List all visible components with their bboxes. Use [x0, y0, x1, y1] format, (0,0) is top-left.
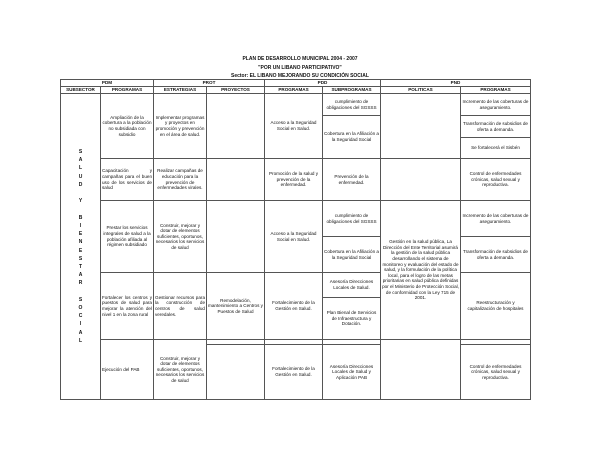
col-estrategias: ESTRATEGIAS: [154, 87, 207, 94]
document-titles: [0, 55, 600, 81]
subsector-letter: S: [78, 296, 83, 303]
subsector-letter: N: [78, 239, 83, 246]
group-prot: PROT: [154, 80, 265, 87]
subsector-letter: Y: [78, 198, 83, 205]
subsector-letter: [62, 205, 99, 213]
estrategia-cell: Implementar programas y proyectos en promoción y prevención en el área de salud.: [154, 94, 207, 159]
plan-sector: Sector: EL LIBANO MEJORANDO SU CONDICIÓN SOCIAL: [231, 73, 369, 79]
plan-motto: "POR UN LIBANO PARTICIPATIVO": [258, 64, 342, 71]
subsector-letter: I: [79, 321, 82, 328]
subprograma-cell: cumplimiento de obligaciones del SGSSS: [323, 201, 381, 237]
pdd-programa-cell: Acceso a la Seguridad Social en Salud.: [265, 201, 323, 273]
col-proyectos: PROYECTOS: [207, 87, 265, 94]
subsector-letter: I: [79, 222, 82, 229]
group-header-row: [61, 80, 531, 87]
pnd-programa-cell: Control de enfermedades crónicas, salud sexual y reproductiva.: [461, 159, 531, 201]
politica-cell: Gestión en la salud pública, La Dirección del Ente Territorial asumirá la gestión de la salud pública desarrollando el sistema de monitoreo y evaluación del estado de salud, y la formulación de la política local, para el logro de las metas prioritarias en salud pública definidas por el Ministerio de Protección Social, de conformidad con la Ley 715 de 2001.: [381, 201, 461, 340]
col-programas-pdd: PROGRAMAS: [265, 87, 323, 94]
col-programas-pnd: PROGRAMAS: [461, 87, 531, 94]
pdd-programa-cell: Fortalecimiento de la Gestión en Salud.: [265, 273, 323, 340]
estrategia-cell: Construir, mejorar y dotar de elementos suficientes, oportunos, necesarios los servicios de salud: [154, 201, 207, 273]
subsector-letter: L: [78, 165, 83, 172]
proyecto-cell: [207, 345, 265, 400]
col-politicas: POLITICAS: [381, 87, 461, 94]
col-subprogramas: SUBPROGRAMAS: [323, 87, 381, 94]
pnd-programa-cell: Transformación de subsidios de oferta a demanda.: [461, 237, 531, 273]
subprograma-cell: Asesoría Direcciones Locales de Salud.: [323, 273, 381, 298]
estrategia-cell: Construir, mejorar y dotar de elementos suficientes, oportunos, necesarios los servicios de salud: [154, 340, 207, 400]
table-row: [61, 201, 531, 237]
table-row: [61, 159, 531, 201]
pnd-programa-cell: Incremento de las coberturas de aseguramiento.: [461, 94, 531, 116]
table-row: [61, 273, 531, 298]
pnd-programa-cell: Control de enfermedades crónicas, salud sexual y reproductiva.: [461, 345, 531, 400]
pnd-programa-cell: Reestructuración y capitalización de hospitales: [461, 273, 531, 340]
pdd-programa-cell: Fortalecimiento de la Gestión en Salud.: [265, 345, 323, 400]
subsector-letter: R: [78, 280, 83, 287]
subsector-letter: T: [78, 263, 83, 270]
subsector-vertical-text: [62, 148, 99, 345]
pdm-cell: Capacitación y campañas para el buen uso de los servicios de salud: [101, 159, 154, 201]
subsector-letter: C: [78, 313, 83, 320]
pdd-programa-cell: Promoción de la salud y prevención de la enfermedad.: [265, 159, 323, 201]
table-row: [61, 94, 531, 116]
column-header-row: [61, 87, 531, 94]
pdm-cell: Ampliación de la cobertura a la población no subsidiada con subsidio: [101, 94, 154, 159]
subsector-letter: L: [78, 337, 83, 344]
group-pnd: PND: [381, 80, 531, 87]
col-programas: PROGRAMAS: [101, 87, 154, 94]
proyecto-cell: Remodelación, mantenimiento a Centros y Puestos de Salud: [207, 273, 265, 340]
politica-cell: [381, 340, 461, 400]
proyecto-cell: [207, 201, 265, 273]
subprograma-cell: Asesoría Direcciones Locales de Salud y Aplicación PAB: [323, 345, 381, 400]
pdm-cell: Ejecución del PAB: [101, 340, 154, 400]
subsector-letter: S: [78, 255, 83, 262]
proyecto-cell: [207, 94, 265, 159]
subsector-cell: [61, 94, 101, 400]
subprograma-cell: cumplimiento de obligaciones del SGSSS: [323, 94, 381, 116]
subsector-letter: B: [78, 214, 83, 221]
subprograma-cell: Cobertura en la Afiliación a la Seguridad Social: [323, 116, 381, 159]
politica-cell: [381, 94, 461, 159]
subsector-letter: E: [78, 231, 83, 238]
col-subsector: SUBSECTOR: [61, 87, 101, 94]
group-pdm: PDM: [61, 80, 154, 87]
pdd-programa-cell: Acceso a la Seguridad Social en Salud.: [265, 94, 323, 159]
plan-table: [60, 79, 531, 400]
subprograma-cell: Prevención de la enfermedad.: [323, 159, 381, 201]
subprograma-cell: Cobertura en la Afiliación a la Seguridad Social: [323, 237, 381, 273]
pnd-programa-cell: Se fortalecerá el Sisbén: [461, 138, 531, 159]
group-pdd: PDD: [265, 80, 381, 87]
politica-cell: [381, 159, 461, 201]
estrategia-cell: Realizar campañas de educación para la prevención de enfermedades virales.: [154, 159, 207, 201]
subsector-letter: A: [78, 157, 83, 164]
subsector-letter: A: [78, 329, 83, 336]
proyecto-cell: [207, 159, 265, 201]
pdm-cell: Fortalecer los centros y puestos de salud para mejorar la atención del nivel 1 en la zona rural: [101, 273, 154, 340]
pdm-cell: Prestar los servicios integrales de salud a la población afiliada al régimen subsidiado: [101, 201, 154, 273]
subsector-letter: U: [78, 173, 83, 180]
subsector-letter: [62, 288, 99, 296]
pnd-programa-cell: Incremento de las coberturas de aseguramiento.: [461, 201, 531, 237]
pnd-programa-cell: Transformación de subsidios de oferta a demanda.: [461, 116, 531, 138]
subsector-letter: [62, 189, 99, 197]
subsector-letter: E: [78, 247, 83, 254]
subsector-letter: A: [78, 272, 83, 279]
plan-title: PLAN DE DESARROLLO MUNICIPAL 2004 - 2007: [242, 56, 358, 62]
subsector-letter: S: [78, 149, 83, 156]
subsector-letter: D: [78, 181, 83, 188]
subsector-letter: O: [78, 304, 83, 311]
subprograma-cell: Plan Bienal de Servicios de Infraestructura y Dotación.: [323, 298, 381, 340]
estrategia-cell: Gestionar recursos para la construcción de centros de salud veredales.: [154, 273, 207, 340]
